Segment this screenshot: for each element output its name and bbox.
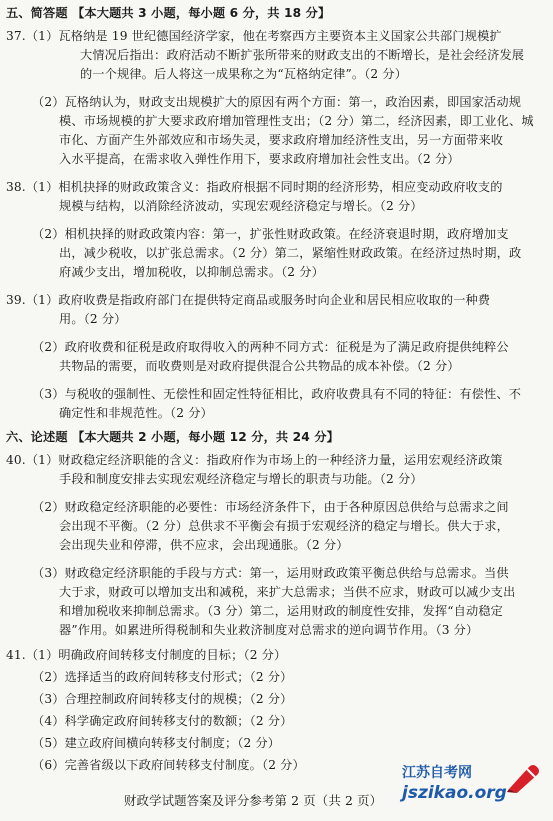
answer-37-1-line-1: 37.（1）瓦格纳是 19 世纪德国经济学家，他在考察西方主要资本主义国家公共部门规模扩: [6, 29, 502, 43]
answer-38-1-line-1: 38.（1）相机抉择的财政政策含义：指政府根据不同时期的经济形势，相应变动政府收支的: [6, 180, 503, 194]
answer-41-item-5: （5）建立政府间横向转移支付制度；（2 分）: [32, 736, 281, 750]
answer-39-1-line-2: 用。（2 分）: [59, 312, 127, 326]
answer-39-2-line-1: （2）政府收费和征税是政府取得收入的两种不同方式：征税是为了满足政府提供纯粹公: [32, 340, 509, 354]
answer-40-3-line-4: 器”作用。如累进所得税制和失业救济制度对总需求的逆向调节作用。（3 分）: [59, 623, 479, 637]
answer-41-item-2: （2）选择适当的政府间转移支付形式；（2 分）: [32, 670, 293, 684]
watermark-site-name: 江苏自考网: [402, 765, 472, 781]
answer-38-2-line-1: （2）相机抉择的财政政策内容：第一，扩张性财政政策。在经济衰退时期，政府增加支: [32, 227, 509, 241]
answer-37-2-line-2: 模、市场规模的扩大要求政府增加管理性支出；（2 分）第二，经济因素，即工业化、城: [59, 114, 534, 128]
answer-40-3-line-3: 和增加税收来抑制总需求。（3 分）第二，运用财政的制度性安排，发挥“自动稳定: [59, 604, 504, 618]
answer-38-1-line-2: 规模与结构，以消除经济波动，实现宏观经济稳定与增长。（2 分）: [59, 199, 423, 213]
site-watermark: [398, 761, 543, 815]
watermark-site-url: jszikao.org: [402, 783, 507, 803]
answer-40-1-line-2: 手段和制度安排去实现宏观经济稳定与增长的职责与功能。（2 分）: [59, 472, 423, 486]
section-heading-essay: 六、论述题 【本大题共 2 小题，每小题 12 分，共 24 分】: [6, 430, 339, 444]
pen-icon: [505, 761, 543, 793]
answer-41-item-4: （4）科学确定政府间转移支付的数额；（2 分）: [32, 714, 293, 728]
page-footer: 财政学试题答案及评分参考第 2 页（共 2 页）: [124, 793, 383, 808]
answer-37-2-line-3: 市化、方面产生外部效应和市场失灵，要求政府增加经济性支出，另一方面带来收: [59, 133, 504, 147]
answer-40-2-line-1: （2）财政稳定经济职能的必要性：市场经济条件下，由于各种原因总供给与总需求之间: [32, 500, 509, 514]
answer-39-3-line-1: （3）与税收的强制性、无偿性和固定性特征相比，政府收费具有不同的特征：有偿性、不: [32, 387, 522, 401]
section-heading-short-answer: 五、简答题 【本大题共 3 小题，每小题 6 分，共 18 分】: [6, 6, 331, 20]
answer-40-2-line-3: 会出现失业和停滞，供不应求，会出现通胀。（2 分）: [59, 538, 349, 552]
answer-39-2-line-2: 共物品的需要，而收费则是对政府提供混合公共物品的成本补偿。（2 分）: [59, 359, 460, 373]
answer-40-2-line-2: 会出现不平衡。（2 分）总供求不平衡会有损于宏观经济的稳定与增长。供大于求，: [59, 519, 509, 533]
answer-38-2-line-2: 出，减少税收，以扩张总需求。（2 分）第二，紧缩性财政政策。在经济过热时期，政: [59, 246, 522, 260]
answer-40-3-line-1: （3）财政稳定经济职能的手段与方式：第一，运用财政政策平衡总供给与总需求。当供: [32, 566, 509, 580]
answer-41-item-3: （3）合理控制政府间转移支付的规模；（2 分）: [32, 692, 293, 706]
answer-37-2-line-1: （2）瓦格纳认为，财政支出规模扩大的原因有两个方面：第一，政治因素，即国家活动规: [32, 95, 522, 109]
answer-38-2-line-3: 府减少支出，增加税收，以抑制总需求。（2 分）: [59, 265, 324, 279]
answer-40-1-line-1: 40.（1）财政稳定经济职能的含义：指政府作为市场上的一种经济力量，运用宏观经济政策: [6, 453, 503, 467]
answer-41-item-6: （6）完善省级以下政府间转移支付制度。（2 分）: [32, 758, 305, 772]
answer-39-3-line-2: 确定性和非规范性。（2 分）: [59, 406, 213, 420]
answer-37-2-line-4: 入水平提高，在需求收入弹性作用下，要求政府增加社会性支出。（2 分）: [59, 152, 460, 166]
answer-37-1-line-2: 大情况后指出：政府活动不断扩张所带来的财政支出的不断增长，是社会经济发展: [80, 48, 525, 62]
answer-39-1-line-1: 39.（1）政府收费是指政府部门在提供特定商品或服务时向企业和居民相应收取的一种费: [6, 293, 491, 307]
answer-37-1-line-3: 的一个规律。后人将这一成果称之为“瓦格纳定律”。（2 分）: [80, 67, 408, 81]
answer-40-3-line-2: 大于求，财政可以增加支出和减税，来扩大总需求；当供不应求，财政可以减少支出: [59, 585, 516, 599]
answer-41-item-1: 41.（1）明确政府间转移支付制度的目标；（2 分）: [6, 648, 287, 662]
